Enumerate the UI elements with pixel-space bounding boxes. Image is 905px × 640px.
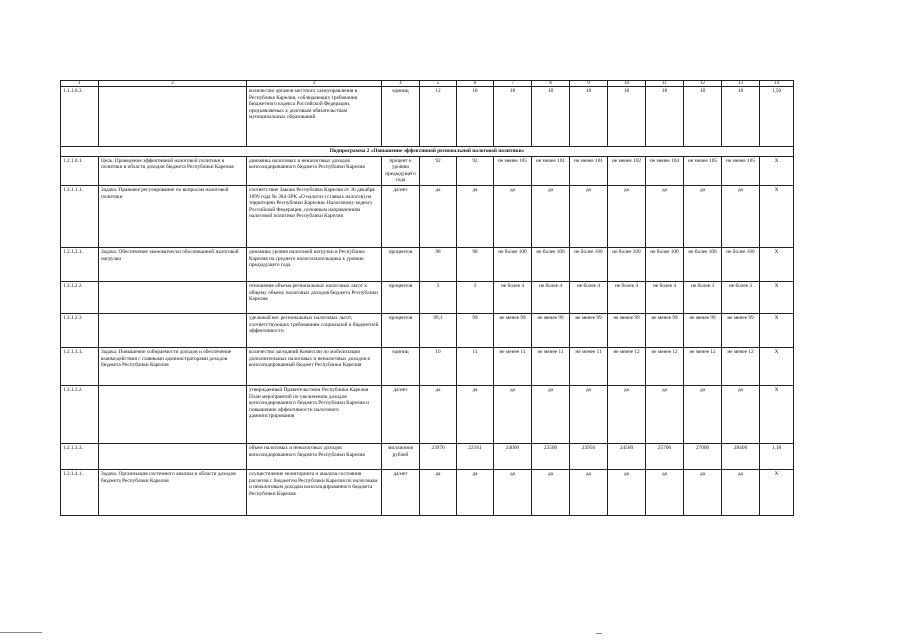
ratio-value: 1,50 xyxy=(760,87,794,147)
table-row xyxy=(61,443,794,469)
column-number: 4 xyxy=(382,81,420,87)
indicator-value: да xyxy=(646,185,684,247)
indicator-value: 25700 xyxy=(646,443,684,469)
indicator-value: не менее 99 xyxy=(570,313,608,347)
goal-task-name: Задача. Организация системного анализа в области доходов бюджета Республики Карелия xyxy=(99,469,247,515)
indicator-value: да xyxy=(646,469,684,515)
indicator-value: да xyxy=(420,185,457,247)
row-code: 1.2.1.0.1. xyxy=(61,156,99,185)
subprogram-title: Подпрограмма 2 «Повышение эффективной региональной налоговой политики» xyxy=(61,147,794,157)
table-row xyxy=(61,469,794,515)
goal-task-name: Задача. Правовое регулирование по вопросам налоговой политики xyxy=(99,185,247,247)
ratio-value: Х xyxy=(760,247,794,281)
indicator-value: не менее 99 xyxy=(494,313,532,347)
indicator-value: 18 xyxy=(457,87,494,147)
indicator-value: не более 4 xyxy=(646,281,684,313)
unit-of-measure: да/нет xyxy=(382,185,420,247)
indicator-value: не менее 99 xyxy=(722,313,760,347)
scan-mark xyxy=(0,632,42,633)
indicator-value: 24500 xyxy=(608,443,646,469)
indicator-value: не менее 105 xyxy=(684,156,722,185)
column-number: 1 xyxy=(61,81,99,87)
indicator-value: да xyxy=(684,185,722,247)
indicator-value: 3 xyxy=(457,281,494,313)
indicator-value: 99 xyxy=(457,313,494,347)
row-code: 1.2.1.1.1. xyxy=(61,185,99,247)
row-code: 1.2.1.2.3 xyxy=(61,313,99,347)
indicator-value: не более 3 xyxy=(684,281,722,313)
indicator-value: не более 100 xyxy=(532,247,570,281)
indicator-value: 23950 xyxy=(570,443,608,469)
row-code: 1.2.1.3.2. xyxy=(61,385,99,443)
goal-task-name: Задача. Обеспечение экономически обоснованной налоговой нагрузки xyxy=(99,247,247,281)
column-number: 7 xyxy=(494,81,532,87)
indicator-value: не менее 101 xyxy=(532,156,570,185)
indicator-value: не менее 101 xyxy=(570,156,608,185)
column-number: 2 xyxy=(99,81,247,87)
indicator-value: не менее 105 xyxy=(722,156,760,185)
ratio-value: Х xyxy=(760,185,794,247)
column-number: 14 xyxy=(760,81,794,87)
indicator-value: 28400 xyxy=(722,443,760,469)
row-code: 1.2.1.3.3. xyxy=(61,443,99,469)
indicator-value: 99,1 xyxy=(420,313,457,347)
goal-task-name xyxy=(99,385,247,443)
indicator-name: динамика уровня налоговой нагрузки в Республике Карелия на среднего налогоплательщика к уровню предыдущего года xyxy=(247,247,382,281)
unit-of-measure: единиц xyxy=(382,347,420,385)
indicator-value: 18 xyxy=(608,87,646,147)
indicator-name: соответствие Закона Республики Карелия от 30 декабря 1999 года № 384-ЗРК «О налогах (ставках налогов) на территории Республики Карелия» Налоговому кодексу Российской Федерации, основным направлениям налоговой политики Республики Карелия xyxy=(247,185,382,247)
row-code: 1.2.1.4.1. xyxy=(61,469,99,515)
indicator-value: да xyxy=(684,385,722,443)
indicator-value: да xyxy=(608,385,646,443)
table-row xyxy=(61,156,794,185)
indicator-value: да xyxy=(646,385,684,443)
indicator-value: 18 xyxy=(494,87,532,147)
indicators-table xyxy=(60,80,794,516)
indicator-value: 27000 xyxy=(684,443,722,469)
goal-task-name xyxy=(99,281,247,313)
table-row xyxy=(61,385,794,443)
indicator-value: не менее 99 xyxy=(608,313,646,347)
unit-of-measure: миллионов рублей xyxy=(382,443,420,469)
unit-of-measure: процентов xyxy=(382,281,420,313)
indicator-value: да xyxy=(570,385,608,443)
table-row xyxy=(61,347,794,385)
column-number: 10 xyxy=(608,81,646,87)
goal-task-name: Задача. Повышение собираемости доходов и обеспечение взаимодействия с главными администраторами доходов бюджета Республики Карелия xyxy=(99,347,247,385)
indicator-value: не менее 99 xyxy=(646,313,684,347)
ratio-value: Х xyxy=(760,156,794,185)
indicator-value: 3 xyxy=(420,281,457,313)
indicator-name: количество заседаний Комиссии по мобилизации дополнительных налоговых и неналоговых доходов в консолидированный бюджет Республики Карелия xyxy=(247,347,382,385)
ratio-value: Х xyxy=(760,281,794,313)
indicator-name: отношение объема региональных налоговых льгот к общему объему налоговых доходов бюджета Республики Карелия xyxy=(247,281,382,313)
indicator-value: не менее 99 xyxy=(532,313,570,347)
indicator-value: не менее 102 xyxy=(608,156,646,185)
indicator-value: не менее 99 xyxy=(684,313,722,347)
indicator-name: удельный вес региональных налоговых льгот, соответствующих требованиям социальной и бюджетной эффективности xyxy=(247,313,382,347)
indicator-value: да xyxy=(457,185,494,247)
table-row xyxy=(61,87,794,147)
indicator-value: не менее 12 xyxy=(608,347,646,385)
goal-task-name: Цель. Проведение эффективной налоговой политики в политики в области доходов бюджета Республики Карелия xyxy=(99,156,247,185)
indicator-value: не более 4 xyxy=(608,281,646,313)
indicator-value: 98 xyxy=(420,247,457,281)
indicator-name: объем налоговых и неналоговых доходов консолидированного бюджета Республики Карелия xyxy=(247,443,382,469)
table-body xyxy=(61,81,794,516)
table-row xyxy=(61,247,794,281)
indicator-value: не более 100 xyxy=(646,247,684,281)
indicator-value: 11 xyxy=(457,347,494,385)
indicator-value: 23976 xyxy=(420,443,457,469)
scan-mark xyxy=(596,633,602,634)
row-code: 1.1.1.6.3. xyxy=(61,87,99,147)
indicator-value: 22161 xyxy=(457,443,494,469)
indicator-value: 98 xyxy=(457,247,494,281)
indicator-value: не менее 104 xyxy=(646,156,684,185)
indicator-value: 18 xyxy=(532,87,570,147)
indicator-value: 23500 xyxy=(532,443,570,469)
indicator-value: не менее 12 xyxy=(646,347,684,385)
unit-of-measure: да/нет xyxy=(382,385,420,443)
unit-of-measure: процентов xyxy=(382,247,420,281)
indicator-value: не более 4 xyxy=(532,281,570,313)
indicator-value: не более 4 xyxy=(570,281,608,313)
indicator-value: не более 100 xyxy=(608,247,646,281)
indicator-value: да xyxy=(494,185,532,247)
indicator-value: 18 xyxy=(722,87,760,147)
indicator-value: не более 100 xyxy=(722,247,760,281)
column-number: 8 xyxy=(532,81,570,87)
row-code: 1.2.1.2.2. xyxy=(61,281,99,313)
indicator-value: не более 100 xyxy=(570,247,608,281)
unit-of-measure: единиц xyxy=(382,87,420,147)
indicator-value: 18 xyxy=(684,87,722,147)
indicator-value: 92 xyxy=(457,156,494,185)
indicator-value: да xyxy=(684,469,722,515)
indicator-value: не менее 105 xyxy=(494,156,532,185)
table-row xyxy=(61,185,794,247)
indicator-value: да xyxy=(532,469,570,515)
unit-of-measure: да/нет xyxy=(382,469,420,515)
indicator-value: да xyxy=(722,385,760,443)
indicator-value: не более 4 xyxy=(494,281,532,313)
indicator-value: да xyxy=(457,469,494,515)
column-number: 9 xyxy=(570,81,608,87)
unit-of-measure: процент к уровню предыдущего года xyxy=(382,156,420,185)
indicator-value: не менее 12 xyxy=(722,347,760,385)
indicator-name: осуществление мониторинга и анализа состояния расчетов с бюджетом Республики Карелия по налоговым и неналоговым доходам консолидированного бюджета Республики Карелия xyxy=(247,469,382,515)
indicator-value: не более 3 xyxy=(722,281,760,313)
row-code: 1.2.1.2.1. xyxy=(61,247,99,281)
indicator-value: 12 xyxy=(420,87,457,147)
indicator-value: да xyxy=(420,469,457,515)
indicator-value: да xyxy=(420,385,457,443)
indicator-value: не менее 11 xyxy=(494,347,532,385)
indicator-value: не более 100 xyxy=(494,247,532,281)
goal-task-name xyxy=(99,313,247,347)
column-number: 6 xyxy=(457,81,494,87)
indicator-value: не менее 12 xyxy=(684,347,722,385)
goal-task-name xyxy=(99,443,247,469)
goal-task-name xyxy=(99,87,247,147)
unit-of-measure: процентов xyxy=(382,313,420,347)
row-code: 1.2.1.3.1. xyxy=(61,347,99,385)
indicator-name: утвержденный Правительством Республики Карелия План мероприятий по увеличению доходов консолидированного бюджета Республики Карелия и повышению эффективности налогового администрирования xyxy=(247,385,382,443)
subprogram-heading-row xyxy=(61,147,794,157)
indicator-value: 24000 xyxy=(494,443,532,469)
indicator-value: да xyxy=(608,469,646,515)
indicator-name: динамика налоговых и неналоговых доходов консолидированного бюджета Республики Карелия xyxy=(247,156,382,185)
column-number: 13 xyxy=(722,81,760,87)
indicator-value: 18 xyxy=(646,87,684,147)
indicator-value: не менее 11 xyxy=(532,347,570,385)
column-number: 12 xyxy=(684,81,722,87)
indicator-value: 10 xyxy=(420,347,457,385)
indicator-value: не менее 11 xyxy=(570,347,608,385)
indicator-value: да xyxy=(457,385,494,443)
indicator-value: да xyxy=(494,469,532,515)
indicator-value: да xyxy=(570,185,608,247)
indicator-value: да xyxy=(722,469,760,515)
ratio-value: 1,18 xyxy=(760,443,794,469)
indicator-value: 18 xyxy=(570,87,608,147)
ratio-value: Х xyxy=(760,313,794,347)
indicator-value: да xyxy=(608,185,646,247)
indicator-value: да xyxy=(532,185,570,247)
ratio-value: Х xyxy=(760,347,794,385)
ratio-value: Х xyxy=(760,385,794,443)
table-row xyxy=(61,313,794,347)
column-number: 3 xyxy=(247,81,382,87)
indicator-value: 92 xyxy=(420,156,457,185)
indicator-value: не более 100 xyxy=(684,247,722,281)
table-row xyxy=(61,281,794,313)
column-number: 5 xyxy=(420,81,457,87)
column-number: 11 xyxy=(646,81,684,87)
indicator-value: да xyxy=(722,185,760,247)
indicator-value: да xyxy=(570,469,608,515)
indicator-value: да xyxy=(494,385,532,443)
indicator-name: количество органов местного самоуправления в Республике Карелия, соблюдающих требования Бюджетного кодекса Российской Федерации, предъявляемых к долговым обязательствам муниципальных образований xyxy=(247,87,382,147)
indicator-value: да xyxy=(532,385,570,443)
ratio-value: Х xyxy=(760,469,794,515)
